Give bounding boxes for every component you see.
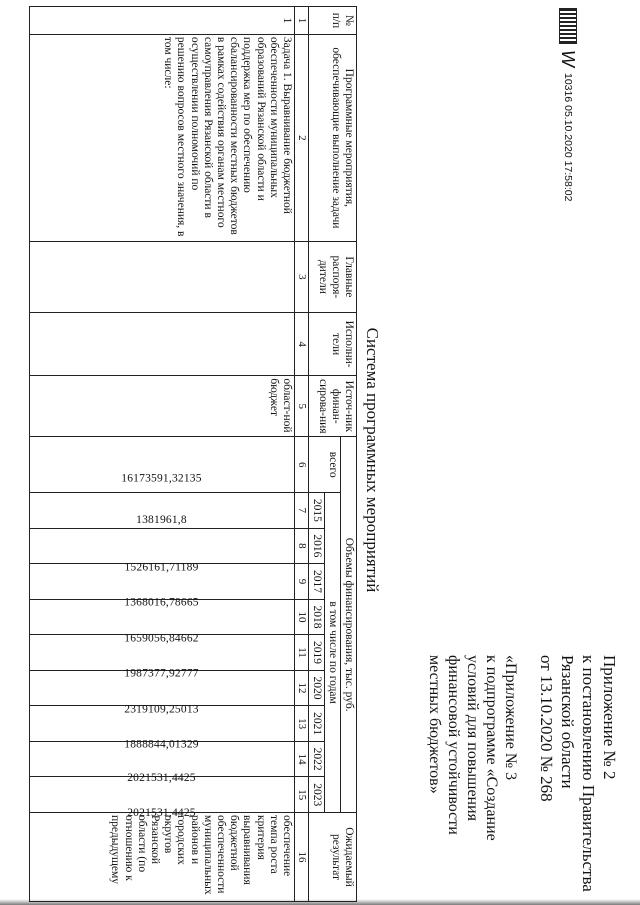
year-amount-text: 2021531,4425 <box>127 771 197 784</box>
header-total: всего <box>309 437 341 493</box>
year-amount-text: 1987377,92777 <box>124 667 200 680</box>
subprogram-line: условий для повышения <box>464 655 481 822</box>
header-line: Рязанской области <box>558 655 577 789</box>
total-amount <box>30 437 295 493</box>
header-line: к постановлению Правительства <box>579 655 598 892</box>
executors-cell <box>30 312 295 375</box>
header-line: от 13.10.2020 № 268 <box>537 655 556 802</box>
column-number: 16 <box>295 813 309 902</box>
subprogram-line: финансовой устойчивости <box>445 655 462 835</box>
column-number: 4 <box>295 312 309 375</box>
header-year: 2017 <box>309 564 325 600</box>
column-number: 8 <box>295 528 309 564</box>
managers-cell <box>30 241 295 312</box>
appendix-header <box>536 655 620 895</box>
column-number: 13 <box>295 706 309 742</box>
row-number: 1 <box>30 7 295 35</box>
header-managers: Главные распоря-дители <box>309 241 357 312</box>
column-number: 11 <box>295 635 309 671</box>
header-year: 2023 <box>309 777 325 813</box>
header-year: 2019 <box>309 635 325 671</box>
year-amount-text: 1526161,71189 <box>124 561 200 574</box>
task-description: Задача 1. Выравнивание бюджетной обеспеченности муниципальных образований Рязанской области и поддержка мер по обеспечению сбалансированности местных бюджетов в рамках содействия органам местного самоуправления Рязанской области в осуществлении полномочий по решению вопросов местного значения, в том числе: <box>30 34 295 241</box>
column-number: 14 <box>295 741 309 777</box>
subprogram-line: к подпрограмме «Создание <box>483 655 500 841</box>
header-line: Приложение № 2 <box>600 655 619 780</box>
registration-code: 10316 05.10.2020 17:58:02 <box>562 73 574 202</box>
year-amount-text: 1368016,78665 <box>124 596 200 609</box>
header-activity: Программные мероприятия, обеспечивающие выполнение задачи <box>309 34 357 241</box>
column-number-row <box>295 7 309 902</box>
column-number: 7 <box>295 493 309 529</box>
header-year: 2022 <box>309 741 325 777</box>
column-number: 6 <box>295 437 309 493</box>
year-amount-text: 1888844,01329 <box>124 739 200 752</box>
column-number: 3 <box>295 241 309 312</box>
subprogram-line: «Приложение № 3 <box>502 655 519 781</box>
header-no: № п/п <box>309 7 357 35</box>
header-funding: Объемы финансирования, тыс. руб. <box>341 437 357 813</box>
column-number: 5 <box>295 376 309 437</box>
year-amount-text: 2021531,4425 <box>127 807 197 820</box>
subprogram-reference <box>425 655 520 895</box>
header-year: 2015 <box>309 493 325 529</box>
signature-mark: W <box>558 50 579 67</box>
column-number: 12 <box>295 670 309 706</box>
barcode-icon <box>559 8 577 44</box>
year-amount <box>30 528 295 574</box>
column-number: 10 <box>295 599 309 635</box>
header-year: 2020 <box>309 670 325 706</box>
year-amount <box>30 493 295 529</box>
header-by-year: в том числе по годам <box>325 493 341 813</box>
subprogram-line: местных бюджетов» <box>426 655 443 794</box>
header-result: Ожидаемый результат <box>309 813 357 902</box>
total-amount-text: 16173591,32135 <box>121 472 203 485</box>
header-executors: Исполни-тели <box>309 312 357 375</box>
registration-stamp <box>558 8 578 270</box>
expected-result: обеспечение темпа роста критерия выравнивания бюджетной обеспеченности муниципальных районов и городских округов Рязанской области (по отношению к предыдущему <box>30 813 295 902</box>
table-row <box>30 7 295 902</box>
year-amount-text: 1659056,84662 <box>124 632 200 645</box>
programs-table <box>29 6 357 902</box>
header-year: 2021 <box>309 706 325 742</box>
column-number: 15 <box>295 777 309 813</box>
header-year: 2018 <box>309 599 325 635</box>
table-title: Система программных мероприятий <box>363 327 382 593</box>
column-number: 9 <box>295 564 309 600</box>
column-number: 1 <box>295 7 309 35</box>
year-amount-text: 2319109,25013 <box>124 703 200 716</box>
column-number: 2 <box>295 34 309 241</box>
funding-source: област-ной бюджет <box>30 376 295 437</box>
year-amount-text: 1381961,8 <box>136 513 188 526</box>
header-year: 2016 <box>309 528 325 564</box>
header-source: Источ-ник финан-сирова-ния <box>309 376 357 437</box>
